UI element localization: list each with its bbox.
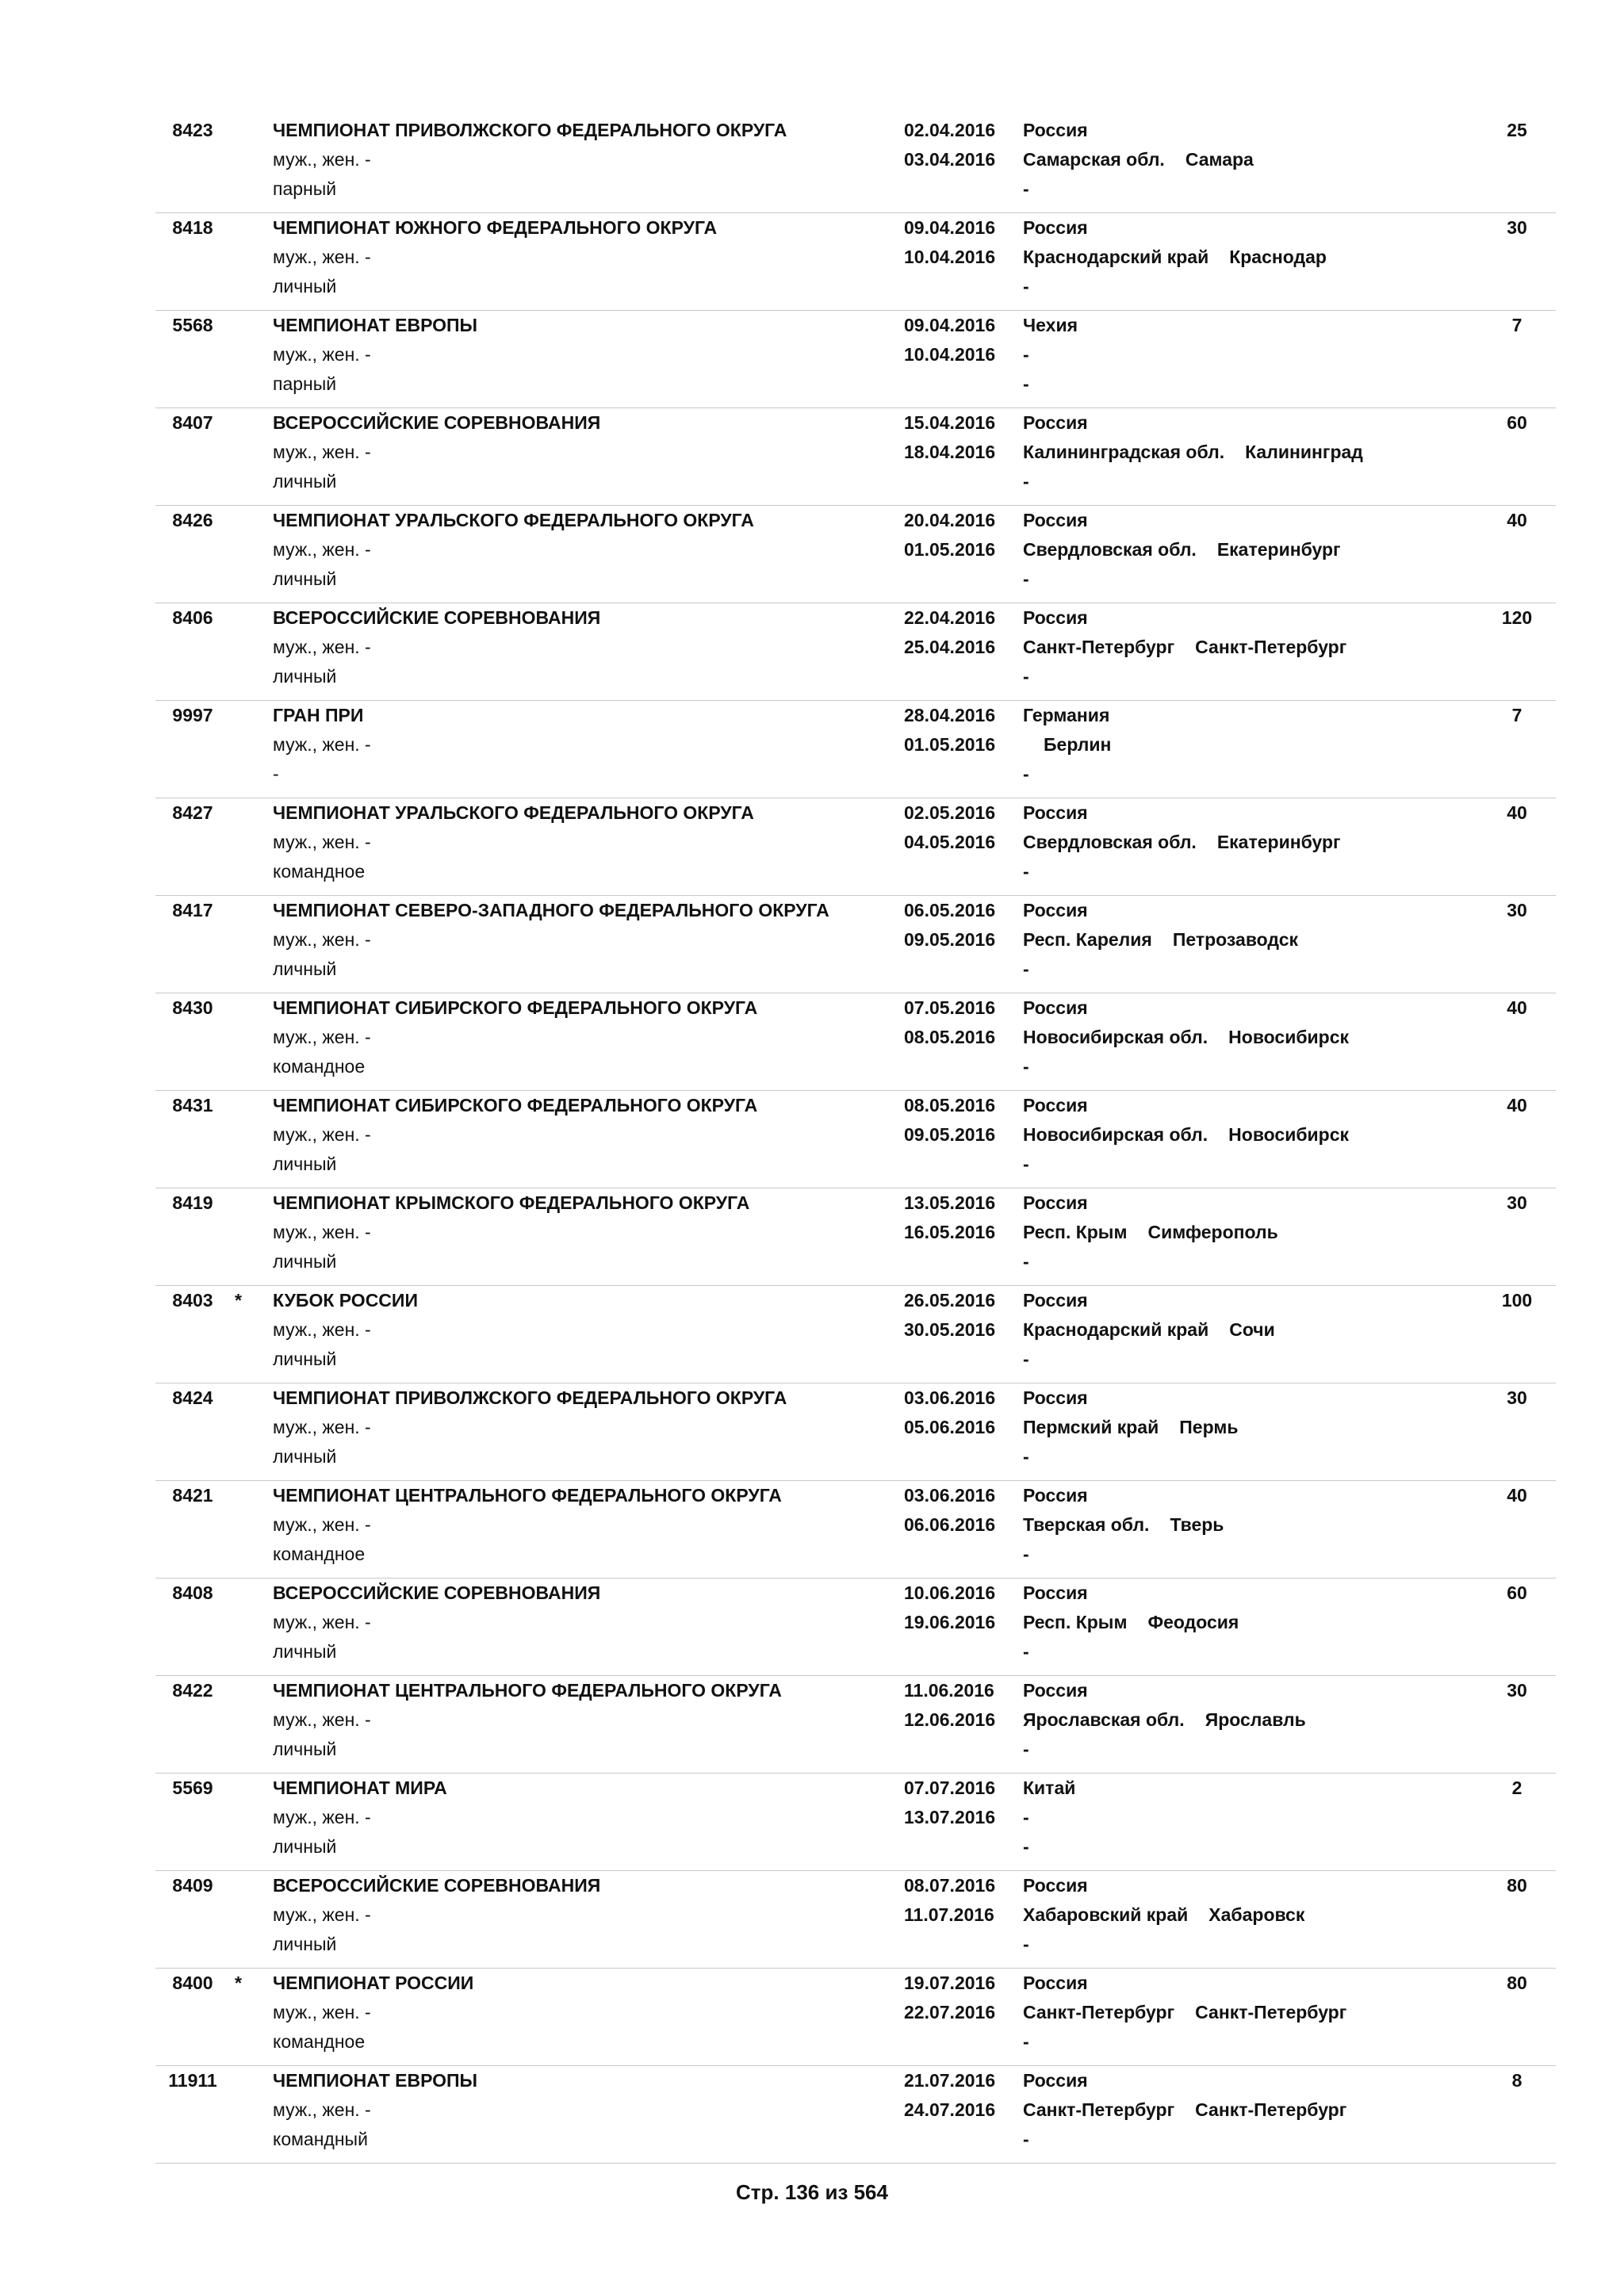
priority-mark: *	[235, 1290, 242, 1311]
date-to: 09.05.2016	[904, 1124, 996, 1145]
event-region: Ярославская обл.	[1023, 1709, 1185, 1730]
table-row	[155, 2066, 1556, 2164]
event-dash: -	[1023, 1349, 1029, 1369]
event-country: Россия	[1023, 120, 1088, 140]
event-city: Сочи	[1229, 1319, 1275, 1340]
event-gender: муж., жен. -	[273, 637, 371, 657]
event-gender: муж., жен. -	[273, 1027, 371, 1047]
table-row	[155, 1969, 1556, 2066]
event-name: ЧЕМПИОНАТ ЕВРОПЫ	[273, 315, 478, 335]
participant-count: 40	[1507, 1485, 1527, 1506]
date-to: 06.06.2016	[904, 1514, 996, 1535]
event-name: ВСЕРОССИЙСКИЕ СОРЕВНОВАНИЯ	[273, 412, 601, 433]
event-city: Санкт-Петербург	[1195, 2099, 1347, 2120]
events-table	[155, 116, 1556, 2164]
date-from: 26.05.2016	[904, 1290, 996, 1311]
event-location	[1023, 1315, 1275, 1344]
event-region: Свердловская обл.	[1023, 539, 1197, 560]
participant-count: 25	[1507, 120, 1527, 140]
event-dash: -	[1023, 1056, 1029, 1077]
event-location	[1023, 2095, 1346, 2124]
table-row	[155, 1383, 1556, 1481]
event-type: личный	[273, 1251, 337, 1272]
date-from: 20.04.2016	[904, 510, 996, 530]
event-gender: муж., жен. -	[273, 1612, 371, 1632]
table-row	[155, 1676, 1556, 1774]
date-from: 21.07.2016	[904, 2070, 996, 2091]
table-row	[155, 1578, 1556, 1676]
event-name: ВСЕРОССИЙСКИЕ СОРЕВНОВАНИЯ	[273, 607, 601, 628]
table-row	[155, 896, 1556, 993]
participant-count: 100	[1501, 1290, 1533, 1311]
event-city: Екатеринбург	[1216, 832, 1341, 852]
table-row	[155, 408, 1556, 506]
participant-count: 30	[1507, 1387, 1527, 1408]
event-region: -	[1023, 1807, 1029, 1827]
event-name: ЧЕМПИОНАТ УРАЛЬСКОГО ФЕДЕРАЛЬНОГО ОКРУГА	[273, 510, 754, 530]
event-type: -	[273, 763, 279, 784]
table-row	[155, 993, 1556, 1091]
event-country: Россия	[1023, 412, 1088, 433]
event-dash: -	[1023, 568, 1029, 589]
date-to: 13.07.2016	[904, 1807, 996, 1827]
event-location	[1023, 1023, 1349, 1051]
event-city: Новосибирск	[1228, 1124, 1350, 1145]
date-to: 05.06.2016	[904, 1417, 996, 1437]
date-from: 08.07.2016	[904, 1875, 996, 1896]
event-country: Россия	[1023, 802, 1088, 823]
date-to: 01.05.2016	[904, 539, 996, 560]
event-location	[1023, 438, 1363, 466]
event-location	[1023, 730, 1111, 759]
event-gender: муж., жен. -	[273, 1222, 371, 1242]
event-dash: -	[1023, 178, 1029, 199]
participant-count: 30	[1507, 1192, 1527, 1213]
table-row	[155, 116, 1556, 213]
date-from: 07.05.2016	[904, 997, 996, 1018]
event-city: Ярославль	[1205, 1709, 1306, 1730]
date-to: 11.07.2016	[904, 1904, 994, 1925]
date-to: 12.06.2016	[904, 1709, 996, 1730]
event-type: парный	[273, 373, 337, 394]
event-id: 8430	[172, 997, 213, 1018]
event-dash: -	[1023, 1544, 1029, 1564]
date-to: 19.06.2016	[904, 1612, 996, 1632]
date-to: 30.05.2016	[904, 1319, 996, 1340]
event-gender: муж., жен. -	[273, 1319, 371, 1340]
event-id: 8407	[172, 412, 213, 433]
date-to: 03.04.2016	[904, 149, 996, 170]
event-type: командное	[273, 1544, 366, 1564]
event-city: Санкт-Петербург	[1195, 2002, 1347, 2022]
event-country: Чехия	[1023, 315, 1078, 335]
event-region: Респ. Крым	[1023, 1612, 1128, 1632]
event-name: ЧЕМПИОНАТ ЕВРОПЫ	[273, 2070, 478, 2091]
date-to: 09.05.2016	[904, 929, 996, 950]
event-type: личный	[273, 1154, 337, 1174]
participant-count: 30	[1507, 217, 1527, 238]
event-gender: муж., жен. -	[273, 2099, 371, 2120]
event-country: Россия	[1023, 1582, 1088, 1603]
event-name: ЧЕМПИОНАТ СЕВЕРО-ЗАПАДНОГО ФЕДЕРАЛЬНОГО ОКРУГА	[273, 900, 829, 920]
event-region: Краснодарский край	[1023, 247, 1209, 267]
participant-count: 8	[1511, 2070, 1522, 2091]
event-gender: муж., жен. -	[273, 539, 371, 560]
event-city: Краснодар	[1229, 247, 1327, 267]
event-id: 8409	[172, 1875, 213, 1896]
event-id: 8418	[172, 217, 213, 238]
participant-count: 40	[1507, 997, 1527, 1018]
event-city: Берлин	[1044, 734, 1112, 755]
event-dash: -	[1023, 666, 1029, 687]
event-name: ВСЕРОССИЙСКИЕ СОРЕВНОВАНИЯ	[273, 1875, 601, 1896]
event-dash: -	[1023, 1934, 1029, 1954]
event-name: ЧЕМПИОНАТ СИБИРСКОГО ФЕДЕРАЛЬНОГО ОКРУГА	[273, 997, 758, 1018]
event-name: ЧЕМПИОНАТ РОССИИ	[273, 1973, 474, 1993]
event-region: Краснодарский край	[1023, 1319, 1209, 1340]
event-dash: -	[1023, 1739, 1029, 1759]
event-country: Россия	[1023, 1875, 1088, 1896]
event-id: 8406	[172, 607, 213, 628]
event-gender: муж., жен. -	[273, 1514, 371, 1535]
event-city: Екатеринбург	[1216, 539, 1341, 560]
event-region: Самарская обл.	[1023, 149, 1165, 170]
participant-count: 60	[1507, 412, 1527, 433]
event-location	[1023, 1705, 1306, 1734]
table-row	[155, 1871, 1556, 1969]
event-id: 8421	[172, 1485, 213, 1506]
event-region: Тверская обл.	[1023, 1514, 1150, 1535]
event-city: Симферополь	[1147, 1222, 1278, 1242]
event-region: Санкт-Петербург	[1023, 2099, 1175, 2120]
event-city: Новосибирск	[1228, 1027, 1350, 1047]
event-dash: -	[1023, 763, 1029, 784]
event-country: Россия	[1023, 1387, 1088, 1408]
event-id: 8426	[172, 510, 213, 530]
participant-count: 60	[1507, 1582, 1527, 1603]
table-row	[155, 603, 1556, 701]
event-region: Калининградская обл.	[1023, 442, 1225, 462]
event-dash: -	[1023, 276, 1029, 297]
event-city: Самара	[1185, 149, 1254, 170]
event-type: парный	[273, 178, 337, 199]
event-type: командное	[273, 861, 366, 882]
date-to: 10.04.2016	[904, 344, 996, 365]
event-id: 8403	[172, 1290, 213, 1311]
page-footer: Стр. 136 из 564	[736, 2180, 888, 2204]
event-gender: муж., жен. -	[273, 247, 371, 267]
date-to: 01.05.2016	[904, 734, 996, 755]
date-from: 09.04.2016	[904, 217, 996, 238]
participant-count: 120	[1501, 607, 1533, 628]
event-location	[1023, 145, 1254, 174]
event-id: 8417	[172, 900, 213, 920]
table-row	[155, 1774, 1556, 1871]
event-region: -	[1023, 344, 1029, 365]
event-country: Россия	[1023, 217, 1088, 238]
event-dash: -	[1023, 373, 1029, 394]
participant-count: 2	[1511, 1777, 1522, 1798]
date-to: 18.04.2016	[904, 442, 996, 462]
event-id: 5569	[172, 1777, 213, 1798]
participant-count: 80	[1507, 1973, 1527, 1993]
event-location	[1023, 1218, 1278, 1246]
table-row	[155, 506, 1556, 603]
event-type: командный	[273, 2129, 368, 2149]
event-gender: муж., жен. -	[273, 442, 371, 462]
event-region: Пермский край	[1023, 1417, 1159, 1437]
event-name: ЧЕМПИОНАТ КРЫМСКОГО ФЕДЕРАЛЬНОГО ОКРУГА	[273, 1192, 750, 1213]
table-row	[155, 1286, 1556, 1383]
event-gender: муж., жен. -	[273, 1904, 371, 1925]
event-gender: муж., жен. -	[273, 1807, 371, 1827]
event-location	[1023, 828, 1341, 856]
event-region: Респ. Крым	[1023, 1222, 1128, 1242]
date-from: 07.07.2016	[904, 1777, 996, 1798]
event-location	[1023, 1608, 1239, 1636]
event-name: ГРАН ПРИ	[273, 705, 364, 725]
event-gender: муж., жен. -	[273, 344, 371, 365]
participant-count: 40	[1507, 1095, 1527, 1115]
date-from: 02.04.2016	[904, 120, 996, 140]
date-from: 03.06.2016	[904, 1387, 996, 1408]
event-type: личный	[273, 959, 337, 979]
event-location	[1023, 1510, 1224, 1539]
event-dash: -	[1023, 1836, 1029, 1857]
table-row	[155, 1188, 1556, 1286]
event-country: Россия	[1023, 1095, 1088, 1115]
date-from: 08.05.2016	[904, 1095, 996, 1115]
date-from: 06.05.2016	[904, 900, 996, 920]
event-type: личный	[273, 1836, 337, 1857]
date-to: 24.07.2016	[904, 2099, 996, 2120]
event-region: Санкт-Петербург	[1023, 637, 1175, 657]
event-country: Россия	[1023, 607, 1088, 628]
date-to: 22.07.2016	[904, 2002, 996, 2022]
event-country: Россия	[1023, 900, 1088, 920]
event-id: 8422	[172, 1680, 213, 1701]
event-location	[1023, 925, 1298, 954]
table-row	[155, 1481, 1556, 1578]
event-gender: муж., жен. -	[273, 1709, 371, 1730]
event-country: Россия	[1023, 510, 1088, 530]
event-location	[1023, 535, 1341, 564]
event-id: 8424	[172, 1387, 213, 1408]
event-location	[1023, 340, 1050, 369]
event-name: ЧЕМПИОНАТ ЦЕНТРАЛЬНОГО ФЕДЕРАЛЬНОГО ОКРУГА	[273, 1485, 782, 1506]
event-dash: -	[1023, 1446, 1029, 1467]
event-name: ЧЕМПИОНАТ ПРИВОЛЖСКОГО ФЕДЕРАЛЬНОГО ОКРУГА	[273, 1387, 787, 1408]
event-dash: -	[1023, 861, 1029, 882]
event-id: 9997	[172, 705, 213, 725]
event-region: Свердловская обл.	[1023, 832, 1197, 852]
event-gender: муж., жен. -	[273, 149, 371, 170]
event-id: 8400	[172, 1973, 213, 1993]
event-type: командное	[273, 2031, 366, 2052]
participant-count: 7	[1511, 315, 1522, 335]
event-type: личный	[273, 666, 337, 687]
event-dash: -	[1023, 2129, 1029, 2149]
event-name: ЧЕМПИОНАТ МИРА	[273, 1777, 447, 1798]
event-country: Россия	[1023, 2070, 1088, 2091]
event-type: личный	[273, 1641, 337, 1662]
event-country: Германия	[1023, 705, 1110, 725]
event-name: ЧЕМПИОНАТ ЦЕНТРАЛЬНОГО ФЕДЕРАЛЬНОГО ОКРУГА	[273, 1680, 782, 1701]
event-dash: -	[1023, 1251, 1029, 1272]
event-country: Россия	[1023, 997, 1088, 1018]
date-to: 10.04.2016	[904, 247, 996, 267]
event-gender: муж., жен. -	[273, 2002, 371, 2022]
date-from: 28.04.2016	[904, 705, 996, 725]
event-name: ЧЕМПИОНАТ УРАЛЬСКОГО ФЕДЕРАЛЬНОГО ОКРУГА	[273, 802, 754, 823]
event-type: личный	[273, 276, 337, 297]
date-to: 04.05.2016	[904, 832, 996, 852]
participant-count: 40	[1507, 510, 1527, 530]
table-row	[155, 311, 1556, 408]
participant-count: 30	[1507, 900, 1527, 920]
event-type: личный	[273, 471, 337, 492]
event-dash: -	[1023, 1154, 1029, 1174]
table-row	[155, 701, 1556, 798]
event-city: Санкт-Петербург	[1195, 637, 1347, 657]
date-to: 25.04.2016	[904, 637, 996, 657]
event-id: 8423	[172, 120, 213, 140]
event-gender: муж., жен. -	[273, 1417, 371, 1437]
event-location	[1023, 1998, 1346, 2026]
event-dash: -	[1023, 1641, 1029, 1662]
event-name: ЧЕМПИОНАТ ЮЖНОГО ФЕДЕРАЛЬНОГО ОКРУГА	[273, 217, 718, 238]
date-from: 22.04.2016	[904, 607, 996, 628]
event-country: Россия	[1023, 1290, 1088, 1311]
event-type: личный	[273, 568, 337, 589]
event-gender: муж., жен. -	[273, 734, 371, 755]
participant-count: 7	[1511, 705, 1522, 725]
event-country: Россия	[1023, 1192, 1088, 1213]
date-from: 13.05.2016	[904, 1192, 996, 1213]
event-id: 5568	[172, 315, 213, 335]
date-from: 02.05.2016	[904, 802, 996, 823]
event-location	[1023, 1413, 1238, 1441]
event-type: личный	[273, 1739, 337, 1759]
event-id: 8419	[172, 1192, 213, 1213]
event-id: 8427	[172, 802, 213, 823]
participant-count: 80	[1507, 1875, 1527, 1896]
date-from: 15.04.2016	[904, 412, 996, 433]
event-name: ВСЕРОССИЙСКИЕ СОРЕВНОВАНИЯ	[273, 1582, 601, 1603]
event-type: личный	[273, 1446, 337, 1467]
table-row	[155, 1091, 1556, 1188]
event-id: 8408	[172, 1582, 213, 1603]
event-city: Калининград	[1245, 442, 1363, 462]
event-dash: -	[1023, 2031, 1029, 2052]
event-region: Респ. Карелия	[1023, 929, 1152, 950]
participant-count: 30	[1507, 1680, 1527, 1701]
event-region: Хабаровский край	[1023, 1904, 1189, 1925]
date-from: 11.06.2016	[904, 1680, 994, 1701]
event-city: Пермь	[1179, 1417, 1239, 1437]
event-country: Россия	[1023, 1680, 1088, 1701]
event-name: ЧЕМПИОНАТ ПРИВОЛЖСКОГО ФЕДЕРАЛЬНОГО ОКРУГА	[273, 120, 787, 140]
event-city: Хабаровск	[1208, 1904, 1305, 1925]
date-to: 08.05.2016	[904, 1027, 996, 1047]
event-country: Россия	[1023, 1973, 1088, 1993]
event-type: личный	[273, 1934, 337, 1954]
event-type: командное	[273, 1056, 366, 1077]
event-country: Китай	[1023, 1777, 1076, 1798]
event-dash: -	[1023, 471, 1029, 492]
event-location	[1023, 1803, 1050, 1831]
event-gender: муж., жен. -	[273, 1124, 371, 1145]
event-city: Петрозаводск	[1172, 929, 1299, 950]
table-row	[155, 798, 1556, 896]
event-region: Санкт-Петербург	[1023, 2002, 1175, 2022]
event-location	[1023, 1120, 1349, 1149]
date-from: 03.06.2016	[904, 1485, 996, 1506]
event-location	[1023, 633, 1346, 661]
event-region: Новосибирская обл.	[1023, 1027, 1208, 1047]
event-type: личный	[273, 1349, 337, 1369]
date-from: 09.04.2016	[904, 315, 996, 335]
participant-count: 40	[1507, 802, 1527, 823]
event-city: Феодосия	[1147, 1612, 1239, 1632]
date-from: 10.06.2016	[904, 1582, 996, 1603]
date-from: 19.07.2016	[904, 1973, 996, 1993]
event-gender: муж., жен. -	[273, 832, 371, 852]
event-city: Тверь	[1170, 1514, 1224, 1535]
date-to: 16.05.2016	[904, 1222, 996, 1242]
event-country: Россия	[1023, 1485, 1088, 1506]
event-gender: муж., жен. -	[273, 929, 371, 950]
event-name: КУБОК РОССИИ	[273, 1290, 418, 1311]
event-name: ЧЕМПИОНАТ СИБИРСКОГО ФЕДЕРАЛЬНОГО ОКРУГА	[273, 1095, 758, 1115]
event-id: 8431	[172, 1095, 213, 1115]
event-region: Новосибирская обл.	[1023, 1124, 1208, 1145]
table-row	[155, 213, 1556, 311]
event-id: 11911	[168, 2070, 217, 2091]
event-location	[1023, 243, 1327, 271]
priority-mark: *	[235, 1973, 242, 1993]
event-location	[1023, 1900, 1304, 1929]
event-dash: -	[1023, 959, 1029, 979]
